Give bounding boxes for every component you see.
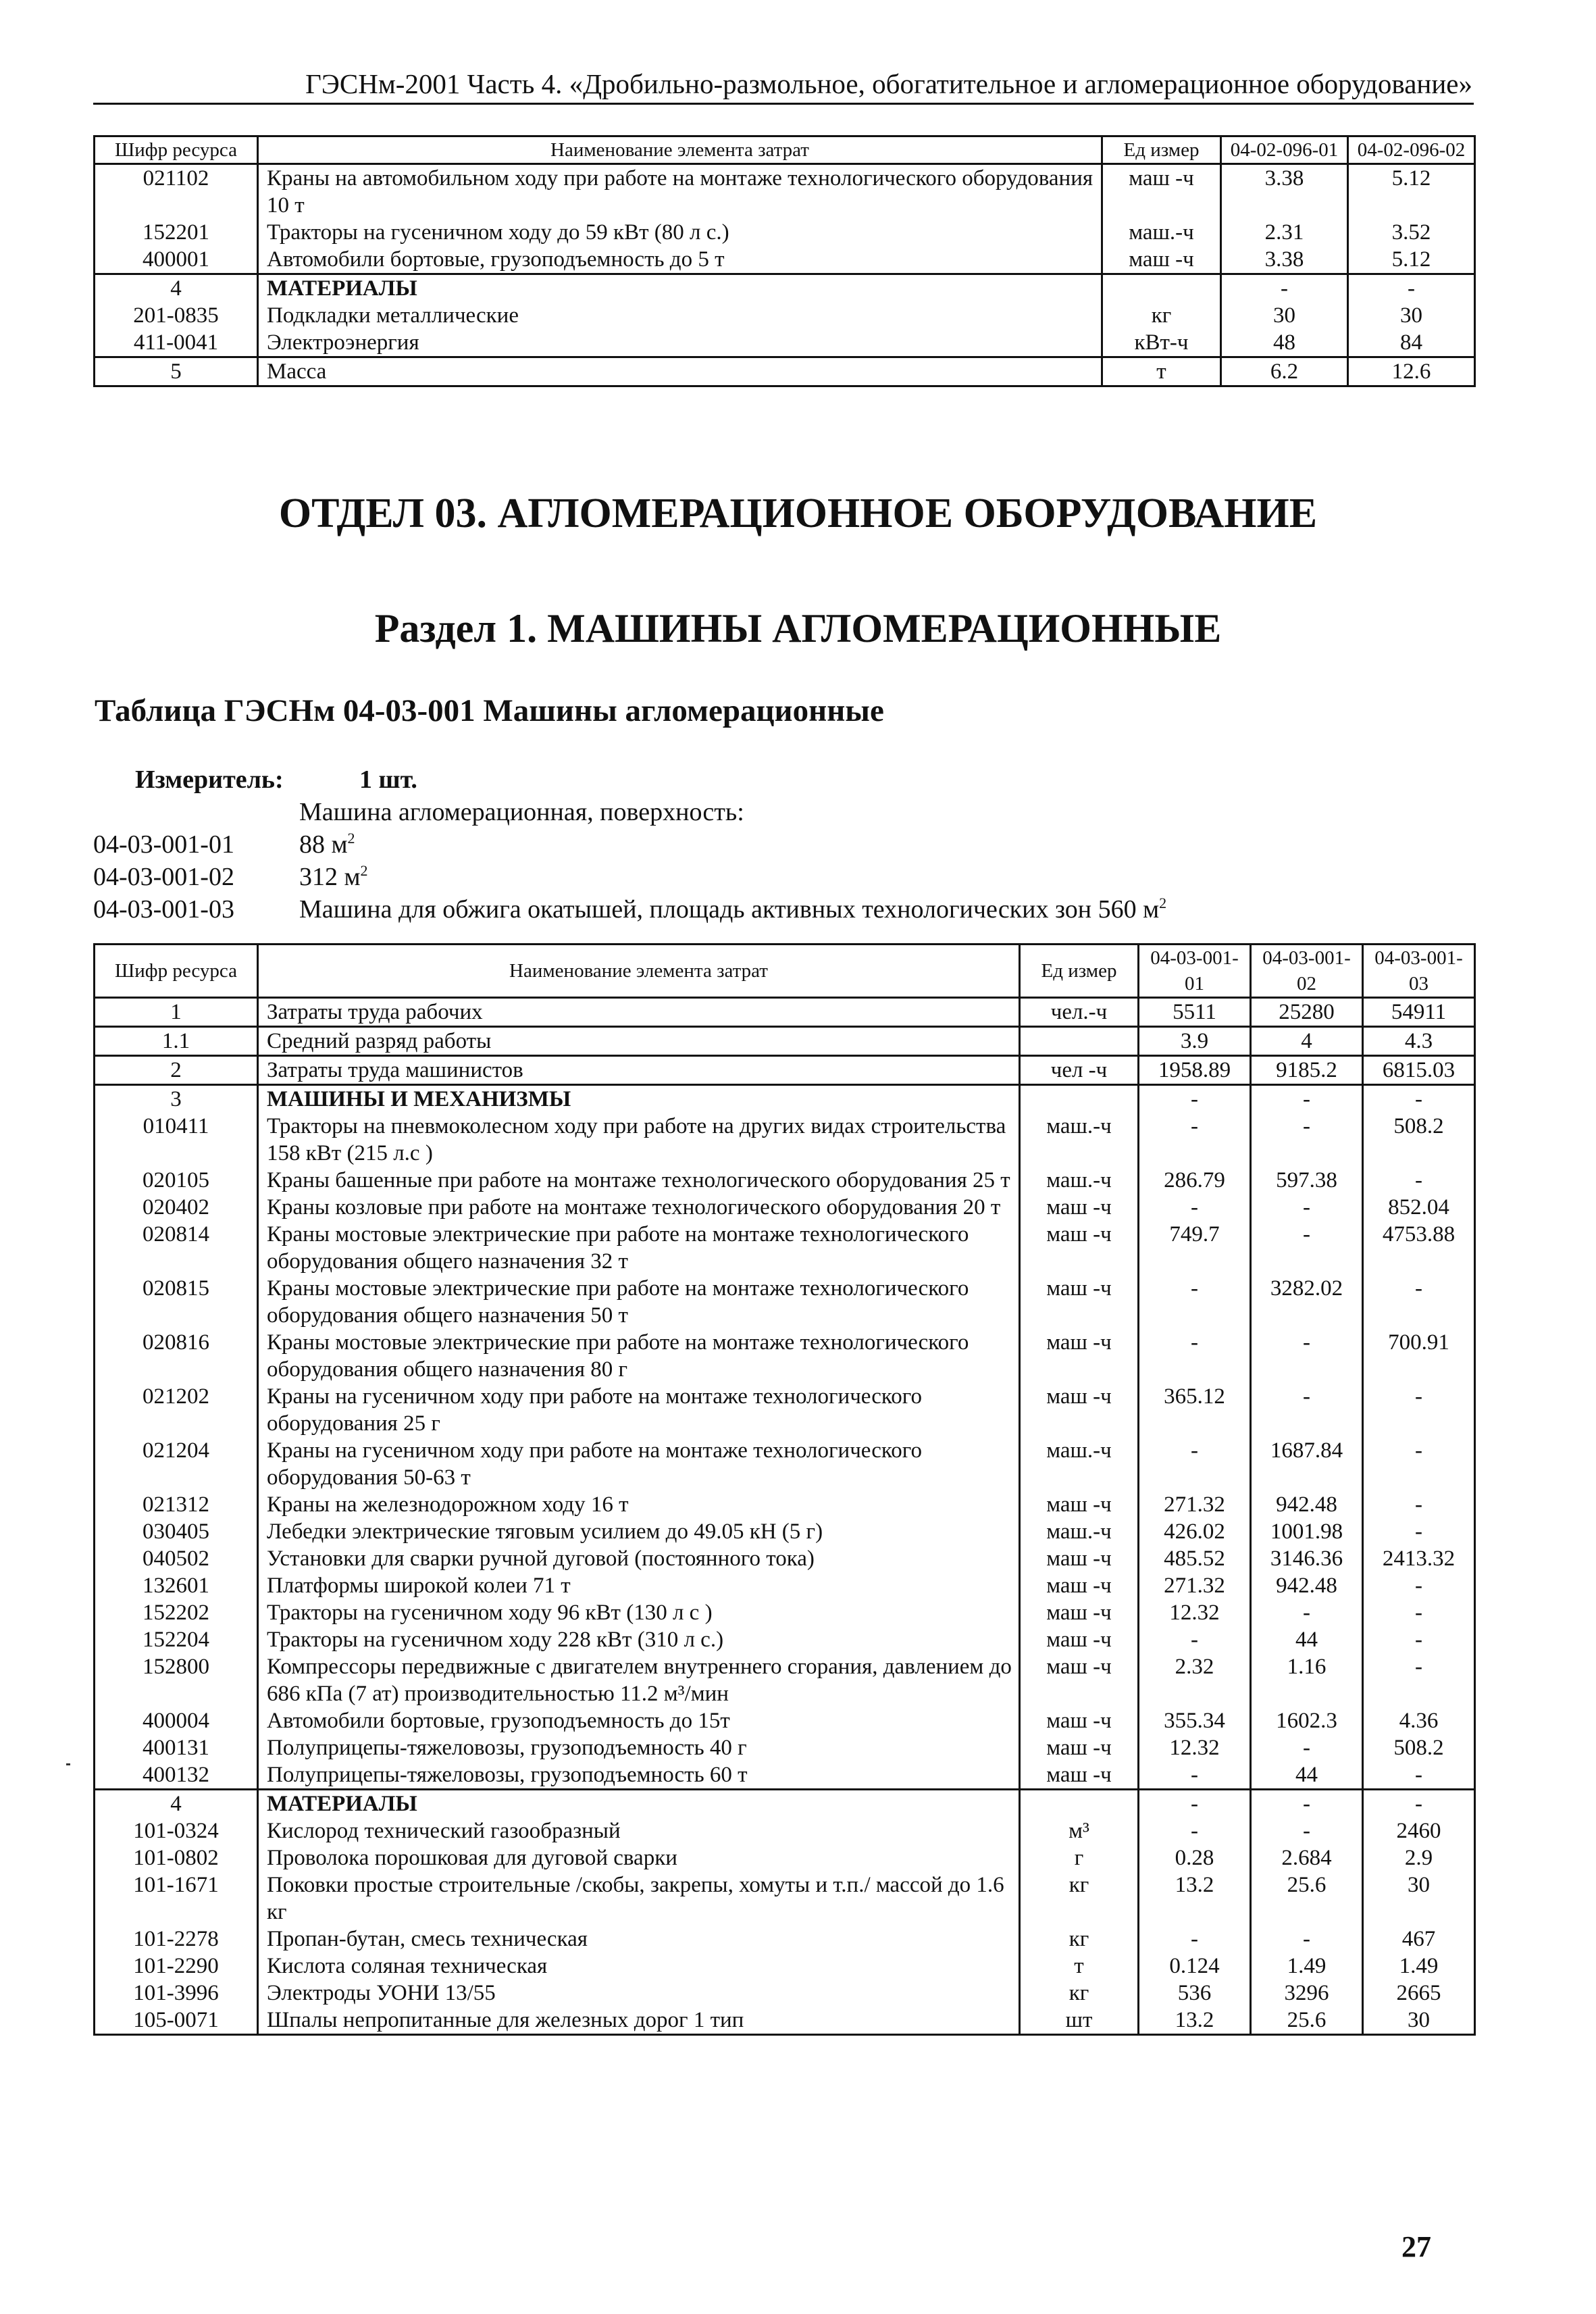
value-cell: - — [1363, 1383, 1475, 1437]
value-cell: - — [1251, 1383, 1363, 1437]
table-row — [95, 1734, 1475, 1761]
resource-name: МАТЕРИАЛЫ — [258, 274, 1102, 303]
value-cell: - — [1363, 1275, 1475, 1329]
unit-cell: маш -ч — [1020, 1761, 1139, 1790]
resource-code: 201-0835 — [95, 302, 258, 329]
resource-code: 040502 — [95, 1545, 258, 1572]
resource-code: 1 — [95, 998, 258, 1027]
table-row — [95, 1329, 1475, 1383]
value-cell: 25.6 — [1251, 2007, 1363, 2035]
value-cell: - — [1139, 1817, 1251, 1844]
table-row — [95, 302, 1475, 329]
table-row — [95, 1817, 1475, 1844]
value-cell: - — [1251, 1599, 1363, 1626]
value-cell: 597.38 — [1251, 1167, 1363, 1194]
resource-name: Кислород технический газообразный — [258, 1817, 1020, 1844]
value-cell: - — [1139, 1275, 1251, 1329]
value-cell: 30 — [1221, 302, 1348, 329]
value-cell: - — [1348, 274, 1475, 303]
table-row — [95, 219, 1475, 246]
resource-code: 020814 — [95, 1221, 258, 1275]
unit-cell: маш -ч — [1020, 1545, 1139, 1572]
value-cell: 271.32 — [1139, 1491, 1251, 1518]
table-row — [95, 1953, 1475, 1980]
resource-code: 152201 — [95, 219, 258, 246]
column-header: Шифр ресурса — [95, 945, 258, 998]
table-row — [95, 1572, 1475, 1599]
resource-name: МАШИНЫ И МЕХАНИЗМЫ — [258, 1085, 1020, 1113]
unit-cell: маш -ч — [1102, 246, 1221, 274]
value-cell: - — [1363, 1790, 1475, 1818]
value-cell: 1958.89 — [1139, 1056, 1251, 1085]
value-cell: - — [1363, 1653, 1475, 1707]
table-row — [95, 329, 1475, 357]
resource-name: Краны мостовые электрические при работе на монтаже технологического оборудования общего назначения 50 т — [258, 1275, 1020, 1329]
value-cell: - — [1139, 1761, 1251, 1790]
unit-cell: маш -ч — [1020, 1626, 1139, 1653]
value-cell: 44 — [1251, 1761, 1363, 1790]
table-row — [95, 2007, 1475, 2035]
table-row — [95, 1221, 1475, 1275]
table-row — [95, 1980, 1475, 2007]
table-row — [95, 998, 1475, 1027]
table-row — [95, 164, 1475, 220]
column-header: Наименование элемента затрат — [258, 136, 1102, 164]
value-cell: 508.2 — [1363, 1113, 1475, 1167]
value-cell: 25280 — [1251, 998, 1363, 1027]
resource-code: 020402 — [95, 1194, 258, 1221]
unit-cell: т — [1020, 1953, 1139, 1980]
value-cell: 2.9 — [1363, 1844, 1475, 1871]
table-title: Таблица ГЭСНм 04-03-001 Машины агломерационные — [95, 693, 884, 728]
resource-name: Масса — [258, 357, 1102, 386]
value-cell: - — [1251, 1221, 1363, 1275]
resource-name: Краны мостовые электрические при работе на монтаже технологического оборудования общего назначения 80 г — [258, 1329, 1020, 1383]
unit-cell — [1020, 1027, 1139, 1056]
resource-name: Краны мостовые электрические при работе на монтаже технологического оборудования общего назначения 32 т — [258, 1221, 1020, 1275]
resource-name: Шпалы непропитанные для железных дорог 1 тип — [258, 2007, 1020, 2035]
value-cell: 5.12 — [1348, 164, 1475, 220]
value-cell: 13.2 — [1139, 1871, 1251, 1926]
unit-cell: маш.-ч — [1020, 1167, 1139, 1194]
table-row — [95, 1437, 1475, 1491]
value-cell: 4.3 — [1363, 1027, 1475, 1056]
unit-cell: маш.-ч — [1020, 1113, 1139, 1167]
header-rule — [93, 103, 1474, 105]
resource-name: Краны козловые при работе на монтаже технологического оборудования 20 т — [258, 1194, 1020, 1221]
value-cell: - — [1251, 1926, 1363, 1953]
value-cell: 12.6 — [1348, 357, 1475, 386]
section-title: Раздел 1. МАШИНЫ АГЛОМЕРАЦИОННЫЕ — [374, 606, 1222, 651]
resource-code: 3 — [95, 1085, 258, 1113]
resource-code: 4 — [95, 1790, 258, 1818]
resource-name: Полуприцепы-тяжеловозы, грузоподъемность 60 т — [258, 1761, 1020, 1790]
resource-name: Средний разряд работы — [258, 1027, 1020, 1056]
resource-code: 5 — [95, 357, 258, 386]
value-cell: 4753.88 — [1363, 1221, 1475, 1275]
resource-code: 010411 — [95, 1113, 258, 1167]
value-cell: 3.52 — [1348, 219, 1475, 246]
value-cell: - — [1251, 1817, 1363, 1844]
value-cell: 3.38 — [1221, 164, 1348, 220]
table-row — [95, 246, 1475, 274]
table-header-row — [95, 945, 1475, 998]
column-header: 04-03-001-02 — [1251, 945, 1363, 998]
resource-code: 2 — [95, 1056, 258, 1085]
resource-code: 021312 — [95, 1491, 258, 1518]
value-cell: 426.02 — [1139, 1518, 1251, 1545]
value-cell: - — [1139, 1790, 1251, 1818]
resource-name: Кислота соляная техническая — [258, 1953, 1020, 1980]
value-cell: 6.2 — [1221, 357, 1348, 386]
resource-name: Подкладки металлические — [258, 302, 1102, 329]
department-title: ОТДЕЛ 03. АГЛОМЕРАЦИОННОЕ ОБОРУДОВАНИЕ — [278, 491, 1318, 536]
value-cell: 1.49 — [1251, 1953, 1363, 1980]
resource-code: 105-0071 — [95, 2007, 258, 2035]
table-row — [95, 1113, 1475, 1167]
resource-name: Краны башенные при работе на монтаже технологического оборудования 25 т — [258, 1167, 1020, 1194]
unit-cell: маш -ч — [1020, 1653, 1139, 1707]
unit-cell: чел.-ч — [1020, 998, 1139, 1027]
value-cell: - — [1251, 1194, 1363, 1221]
unit-cell: маш -ч — [1020, 1275, 1139, 1329]
unit-cell: м³ — [1020, 1817, 1139, 1844]
resource-code: 021204 — [95, 1437, 258, 1491]
value-cell: 3146.36 — [1251, 1545, 1363, 1572]
column-header: 04-03-001-03 — [1363, 945, 1475, 998]
variant-text: Машина для обжига окатышей, площадь активных технологических зон 560 $м^2$ — [299, 895, 1167, 924]
variant-code: 04-03-001-03 — [93, 895, 234, 924]
value-cell: - — [1363, 1085, 1475, 1113]
value-cell: - — [1139, 1626, 1251, 1653]
value-cell: 485.52 — [1139, 1545, 1251, 1572]
value-cell: - — [1139, 1113, 1251, 1167]
unit-cell: маш -ч — [1020, 1572, 1139, 1599]
table-row — [95, 1599, 1475, 1626]
variant-code: 04-03-001-02 — [93, 863, 234, 891]
resource-code: 020815 — [95, 1275, 258, 1329]
variant-text: 88 $м^2$ — [299, 830, 355, 859]
value-cell: - — [1363, 1572, 1475, 1599]
value-cell: 9185.2 — [1251, 1056, 1363, 1085]
value-cell: - — [1363, 1518, 1475, 1545]
unit-cell: маш -ч — [1020, 1599, 1139, 1626]
resource-code: 101-1671 — [95, 1871, 258, 1926]
unit-cell: маш -ч — [1020, 1707, 1139, 1734]
value-cell: 44 — [1251, 1626, 1363, 1653]
resource-code: 101-2290 — [95, 1953, 258, 1980]
table-row — [95, 1653, 1475, 1707]
value-cell: 30 — [1348, 302, 1475, 329]
unit-cell — [1102, 274, 1221, 303]
value-cell: 25.6 — [1251, 1871, 1363, 1926]
resource-code: 030405 — [95, 1518, 258, 1545]
resource-code: 400001 — [95, 246, 258, 274]
resource-code: 101-2278 — [95, 1926, 258, 1953]
resource-name: Поковки простые строительные /скобы, закрепы, хомуты и т.п./ массой до 1.6 кг — [258, 1871, 1020, 1926]
value-cell: - — [1363, 1491, 1475, 1518]
value-cell: 942.48 — [1251, 1491, 1363, 1518]
unit-cell: маш.-ч — [1102, 219, 1221, 246]
measure-label: Измеритель: — [135, 765, 284, 794]
resource-name: Тракторы на гусеничном ходу 228 кВт (310 л с.) — [258, 1626, 1020, 1653]
value-cell: 2.31 — [1221, 219, 1348, 246]
resource-code: 400132 — [95, 1761, 258, 1790]
unit-cell: маш -ч — [1020, 1221, 1139, 1275]
resource-code: 101-0324 — [95, 1817, 258, 1844]
table-row — [95, 357, 1475, 386]
resource-name: Пропан-бутан, смесь техническая — [258, 1926, 1020, 1953]
value-cell: - — [1221, 274, 1348, 303]
value-cell: 13.2 — [1139, 2007, 1251, 2035]
value-cell: 48 — [1221, 329, 1348, 357]
value-cell: - — [1251, 1734, 1363, 1761]
resource-name: Тракторы на гусеничном ходу до 59 кВт (80 л с.) — [258, 219, 1102, 246]
table-row — [95, 1626, 1475, 1653]
unit-cell: т — [1102, 357, 1221, 386]
resource-name: Тракторы на пневмоколесном ходу при работе на других видах строительства 158 кВт (215 л.с ) — [258, 1113, 1020, 1167]
value-cell: - — [1139, 1926, 1251, 1953]
surface-label: Машина агломерационная, поверхность: — [299, 798, 744, 826]
unit-cell: г — [1020, 1844, 1139, 1871]
resource-code: 132601 — [95, 1572, 258, 1599]
unit-cell: кг — [1020, 1871, 1139, 1926]
resource-code: 020816 — [95, 1329, 258, 1383]
value-cell: 2460 — [1363, 1817, 1475, 1844]
resource-name: МАТЕРИАЛЫ — [258, 1790, 1020, 1818]
value-cell: 700.91 — [1363, 1329, 1475, 1383]
value-cell: 1602.3 — [1251, 1707, 1363, 1734]
value-cell: 4 — [1251, 1027, 1363, 1056]
resource-code: 101-0802 — [95, 1844, 258, 1871]
resource-code: 400131 — [95, 1734, 258, 1761]
unit-cell: кг — [1020, 1980, 1139, 2007]
running-header: ГЭСНм-2001 Часть 4. «Дробильно-размольное, обогатительное и агломерационное оборудование» — [305, 68, 1472, 99]
unit-cell: кВт-ч — [1102, 329, 1221, 357]
value-cell: - — [1363, 1167, 1475, 1194]
resource-name: Тракторы на гусеничном ходу 96 кВт (130 л с ) — [258, 1599, 1020, 1626]
value-cell: 54911 — [1363, 998, 1475, 1027]
unit-cell: маш -ч — [1020, 1491, 1139, 1518]
resource-code: 4 — [95, 274, 258, 303]
scan-speck — [66, 1763, 70, 1765]
resource-code: 152204 — [95, 1626, 258, 1653]
value-cell: 536 — [1139, 1980, 1251, 2007]
value-cell: 2665 — [1363, 1980, 1475, 2007]
value-cell: - — [1139, 1329, 1251, 1383]
value-cell: 3.9 — [1139, 1027, 1251, 1056]
value-cell: 3282.02 — [1251, 1275, 1363, 1329]
variant-code: 04-03-001-01 — [93, 830, 234, 859]
table-row — [95, 1275, 1475, 1329]
table-row — [95, 1085, 1475, 1113]
value-cell: 5511 — [1139, 998, 1251, 1027]
resource-name: Краны на гусеничном ходу при работе на монтаже технологического оборудования 25 г — [258, 1383, 1020, 1437]
resource-code: 411-0041 — [95, 329, 258, 357]
unit-cell: кг — [1020, 1926, 1139, 1953]
resource-name: Краны на гусеничном ходу при работе на монтаже технологического оборудования 50-63 т — [258, 1437, 1020, 1491]
table-row — [95, 1027, 1475, 1056]
value-cell: 355.34 — [1139, 1707, 1251, 1734]
resource-name: Платформы широкой колеи 71 т — [258, 1572, 1020, 1599]
value-cell: 852.04 — [1363, 1194, 1475, 1221]
value-cell: - — [1363, 1437, 1475, 1491]
resource-name: Компрессоры передвижные с двигателем внутреннего сгорания, давлением до 686 кПа (7 ат) производительностью 11.2 м³/мин — [258, 1653, 1020, 1707]
variant-text: 312 $м^2$ — [299, 862, 368, 891]
resource-table-continued — [93, 135, 1476, 387]
value-cell: 2413.32 — [1363, 1545, 1475, 1572]
column-header: 04-02-096-01 — [1221, 136, 1348, 164]
column-header: 04-03-001-01 — [1139, 945, 1251, 998]
table-row — [95, 1926, 1475, 1953]
value-cell: 1.49 — [1363, 1953, 1475, 1980]
unit-cell: маш.-ч — [1020, 1437, 1139, 1491]
resource-name: Затраты труда рабочих — [258, 998, 1020, 1027]
table-row — [95, 1790, 1475, 1818]
table-row — [95, 1707, 1475, 1734]
value-cell: - — [1363, 1626, 1475, 1653]
value-cell: 3296 — [1251, 1980, 1363, 2007]
value-cell: 1.16 — [1251, 1653, 1363, 1707]
table-row — [95, 1844, 1475, 1871]
table-row — [95, 1194, 1475, 1221]
value-cell: - — [1251, 1790, 1363, 1818]
table-row — [95, 1518, 1475, 1545]
value-cell: 286.79 — [1139, 1167, 1251, 1194]
value-cell: 508.2 — [1363, 1734, 1475, 1761]
resource-table-04-03-001 — [93, 943, 1476, 2036]
value-cell: 6815.03 — [1363, 1056, 1475, 1085]
table-row — [95, 1545, 1475, 1572]
unit-cell: маш -ч — [1020, 1194, 1139, 1221]
unit-cell — [1020, 1085, 1139, 1113]
value-cell: 1001.98 — [1251, 1518, 1363, 1545]
unit-cell: маш -ч — [1020, 1329, 1139, 1383]
column-header: Ед измер — [1020, 945, 1139, 998]
value-cell: 365.12 — [1139, 1383, 1251, 1437]
resource-name: Электроэнергия — [258, 329, 1102, 357]
value-cell: 30 — [1363, 1871, 1475, 1926]
column-header: 04-02-096-02 — [1348, 136, 1475, 164]
value-cell: 1687.84 — [1251, 1437, 1363, 1491]
table-row — [95, 1056, 1475, 1085]
resource-name: Электроды УОНИ 13/55 — [258, 1980, 1020, 2007]
column-header: Наименование элемента затрат — [258, 945, 1020, 998]
column-header: Ед измер — [1102, 136, 1221, 164]
value-cell: 12.32 — [1139, 1734, 1251, 1761]
resource-name: Затраты труда машинистов — [258, 1056, 1020, 1085]
value-cell: - — [1363, 1599, 1475, 1626]
value-cell: 271.32 — [1139, 1572, 1251, 1599]
value-cell: - — [1251, 1329, 1363, 1383]
resource-name: Краны на железнодорожном ходу 16 т — [258, 1491, 1020, 1518]
value-cell: 30 — [1363, 2007, 1475, 2035]
resource-name: Автомобили бортовые, грузоподъемность до 15т — [258, 1707, 1020, 1734]
table-row — [95, 1383, 1475, 1437]
resource-name: Проволока порошковая для дуговой сварки — [258, 1844, 1020, 1871]
table-row — [95, 1167, 1475, 1194]
unit-cell: маш -ч — [1102, 164, 1221, 220]
table-row — [95, 274, 1475, 303]
resource-code: 1.1 — [95, 1027, 258, 1056]
unit-cell — [1020, 1790, 1139, 1818]
table-header-row — [95, 136, 1475, 164]
unit-cell: кг — [1102, 302, 1221, 329]
table-row — [95, 1491, 1475, 1518]
measure-value: 1 шт. — [359, 765, 417, 794]
resource-code: 152202 — [95, 1599, 258, 1626]
value-cell: 942.48 — [1251, 1572, 1363, 1599]
resource-code: 152800 — [95, 1653, 258, 1707]
resource-name: Краны на автомобильном ходу при работе на монтаже технологического оборудования 10 т — [258, 164, 1102, 220]
value-cell: 749.7 — [1139, 1221, 1251, 1275]
page-number: 27 — [1401, 2230, 1431, 2263]
value-cell: 0.28 — [1139, 1844, 1251, 1871]
unit-cell: чел -ч — [1020, 1056, 1139, 1085]
resource-name: Установки для сварки ручной дуговой (постоянного тока) — [258, 1545, 1020, 1572]
value-cell: 5.12 — [1348, 246, 1475, 274]
resource-code: 021202 — [95, 1383, 258, 1437]
resource-code: 101-3996 — [95, 1980, 258, 2007]
column-header: Шифр ресурса — [95, 136, 258, 164]
value-cell: - — [1139, 1194, 1251, 1221]
value-cell: - — [1363, 1761, 1475, 1790]
value-cell: 84 — [1348, 329, 1475, 357]
value-cell: 467 — [1363, 1926, 1475, 1953]
table-row — [95, 1871, 1475, 1926]
value-cell: 4.36 — [1363, 1707, 1475, 1734]
value-cell: 2.32 — [1139, 1653, 1251, 1707]
value-cell: 3.38 — [1221, 246, 1348, 274]
unit-cell: маш -ч — [1020, 1734, 1139, 1761]
value-cell: 12.32 — [1139, 1599, 1251, 1626]
value-cell: - — [1139, 1437, 1251, 1491]
resource-code: 020105 — [95, 1167, 258, 1194]
unit-cell: шт — [1020, 2007, 1139, 2035]
resource-code: 400004 — [95, 1707, 258, 1734]
value-cell: - — [1251, 1113, 1363, 1167]
value-cell: - — [1139, 1085, 1251, 1113]
resource-code: 021102 — [95, 164, 258, 220]
resource-name: Полуприцепы-тяжеловозы, грузоподъемность 40 г — [258, 1734, 1020, 1761]
value-cell: 0.124 — [1139, 1953, 1251, 1980]
resource-name: Лебедки электрические тяговым усилием до 49.05 кН (5 г) — [258, 1518, 1020, 1545]
unit-cell: маш -ч — [1020, 1383, 1139, 1437]
value-cell: 2.684 — [1251, 1844, 1363, 1871]
table-row — [95, 1761, 1475, 1790]
value-cell: - — [1251, 1085, 1363, 1113]
resource-name: Автомобили бортовые, грузоподъемность до 5 т — [258, 246, 1102, 274]
unit-cell: маш.-ч — [1020, 1518, 1139, 1545]
